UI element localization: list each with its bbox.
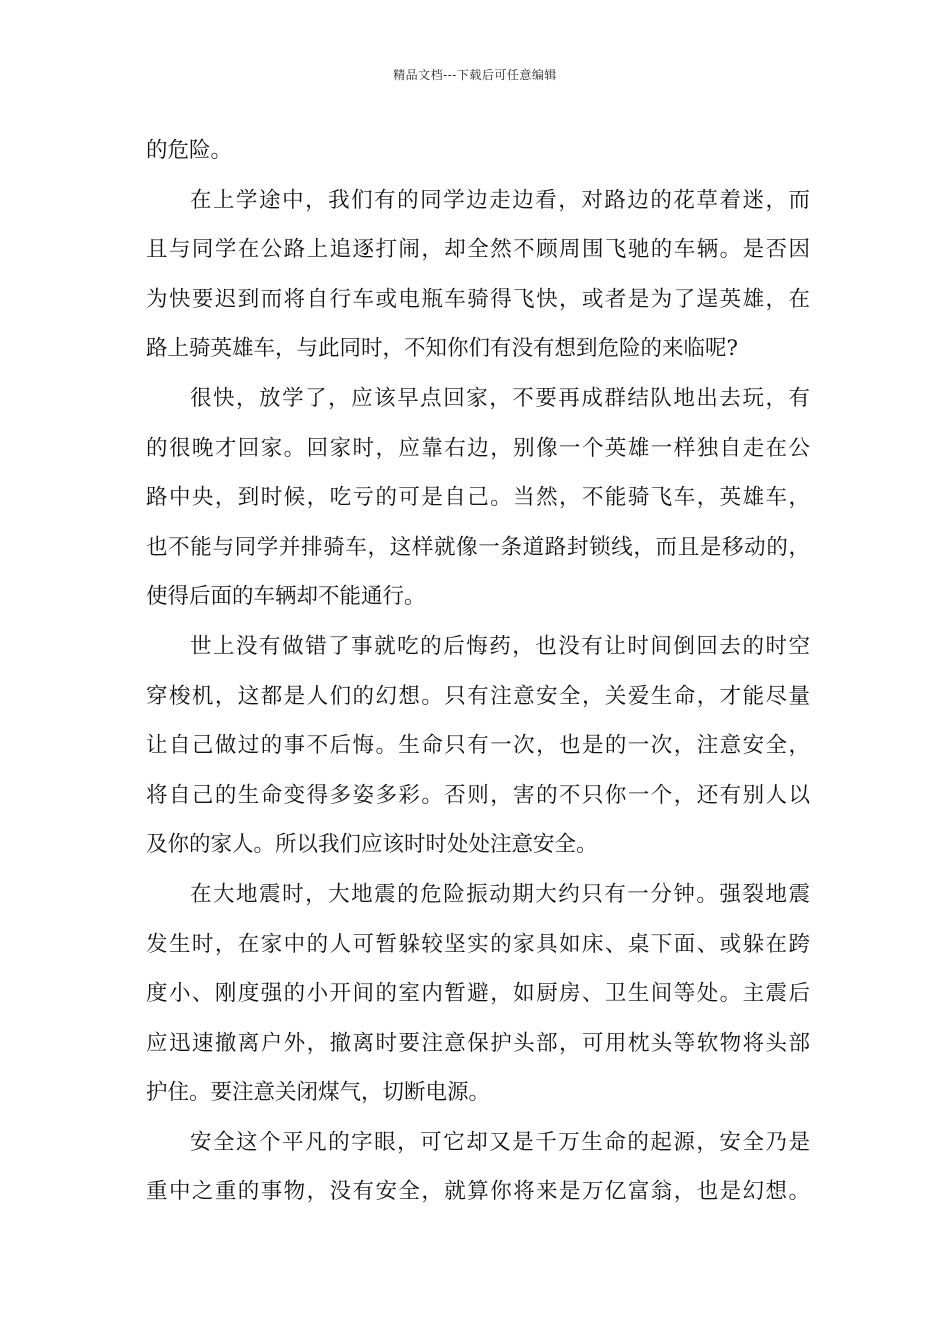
- text-line: 护住。要注意关闭煤气，切断电源。: [146, 1080, 491, 1106]
- text-line: 及你的家人。所以我们应该时时处处注意安全。: [146, 832, 598, 858]
- text-line: 安全这个平凡的字眼，可它却又是千万生命的起源，安全乃是: [190, 1129, 810, 1155]
- text-line: 重中之重的事物，没有安全，就算你将来是万亿富翁，也是幻想。: [146, 1179, 810, 1205]
- text-line: 应迅速撤离户外，撤离时要注意保护头部，可用枕头等软物将头部: [146, 1030, 810, 1056]
- text-line: 且与同学在公路上追逐打闹，却全然不顾周围飞驰的车辆。是否因: [146, 237, 810, 263]
- text-line: 的很晚才回家。回家时，应靠右边，别像一个英雄一样独自走在公: [146, 435, 810, 461]
- text-line: 路中央，到时候，吃亏的可是自己。当然，不能骑飞车，英雄车，: [146, 485, 810, 511]
- text-line: 为快要迟到而将自行车或电瓶车骑得飞快，或者是为了逞英雄，在: [146, 286, 810, 312]
- text-line: 使得后面的车辆却不能通行。: [146, 584, 426, 610]
- text-line: 穿梭机，这都是人们的幻想。只有注意安全，关爱生命，才能尽量: [146, 683, 810, 709]
- page-header: 精品文档---下载后可任意编辑: [393, 68, 557, 82]
- text-line: 很快，放学了，应该早点回家，不要再成群结队地出去玩，有: [190, 385, 810, 411]
- text-line: 也不能与同学并排骑车，这样就像一条道路封锁线，而且是移动的，: [146, 534, 810, 560]
- text-line: 在上学途中，我们有的同学边走边看，对路边的花草着迷，而: [190, 187, 810, 213]
- text-line: 度小、刚度强的小开间的室内暂避，如厨房、卫生间等处。主震后: [146, 981, 810, 1007]
- text-line: 将自己的生命变得多姿多彩。否则，害的不只你一个，还有别人以: [146, 782, 810, 808]
- text-line: 世上没有做错了事就吃的后悔药，也没有让时间倒回去的时空: [190, 633, 810, 659]
- text-line: 让自己做过的事不后悔。生命只有一次，也是的一次，注意安全，: [146, 733, 810, 759]
- text-line: 路上骑英雄车，与此同时，不知你们有没有想到危险的来临呢?: [146, 336, 739, 362]
- text-line: 在大地震时，大地震的危险振动期大约只有一分钟。强裂地震: [190, 881, 810, 907]
- document-body: [146, 126, 810, 1217]
- text-line: 的危险。: [146, 138, 233, 163]
- text-line: 发生时，在家中的人可暂躲较坚实的家具如床、桌下面、或躲在跨: [146, 931, 810, 957]
